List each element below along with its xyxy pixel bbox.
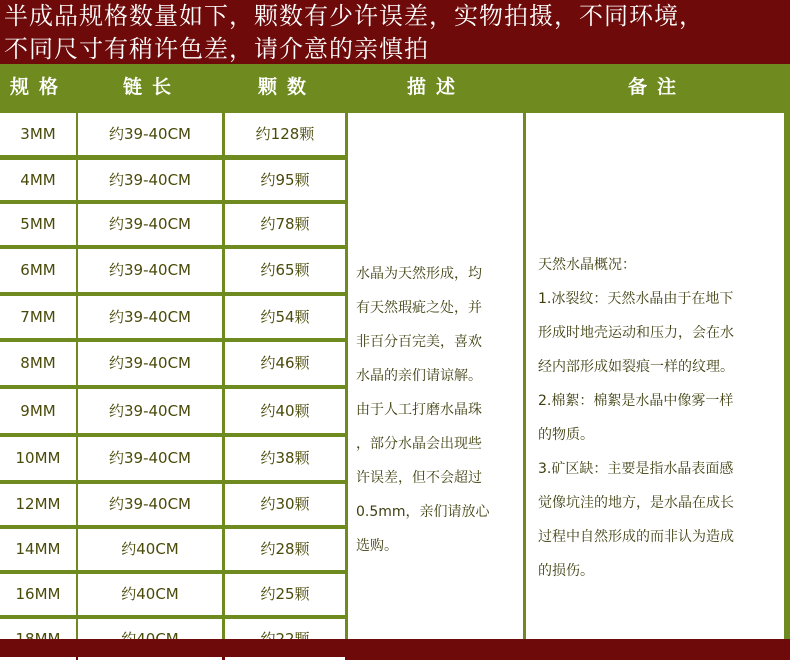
remark-line: 天然水晶概况：: [538, 257, 636, 273]
header-count: 颗数: [257, 76, 316, 98]
size-cell: 12MM: [0, 484, 76, 525]
count-cell: 约65颗: [225, 249, 345, 292]
size-cell: 7MM: [0, 296, 76, 338]
remark-line: 觉像坑洼的地方，是水晶在成长: [538, 495, 734, 511]
spec-table: [0, 64, 790, 639]
size-cell: 9MM: [0, 389, 76, 433]
header-description: 描述: [406, 76, 465, 98]
size-cell: 4MM: [0, 160, 76, 200]
length-cell: 约39-40CM: [78, 389, 222, 433]
size-cell: 14MM: [0, 529, 76, 570]
remark-line: 过程中自然形成的而非认为造成: [538, 529, 734, 545]
description-line: 0.5mm，亲们请放心: [356, 504, 490, 520]
remark-line: 2.棉絮：棉絮是水晶中像雾一样: [538, 393, 734, 409]
remark-line: 1.冰裂纹：天然水晶由于在地下: [538, 291, 734, 307]
count-cell: 约54颗: [225, 296, 345, 338]
description-cell: [348, 113, 523, 639]
count-cell: 约38颗: [225, 437, 345, 480]
description-line: 非百分百完美，喜欢: [356, 334, 482, 350]
count-cell: 约95颗: [225, 160, 345, 200]
count-cell: 约25颗: [225, 574, 345, 615]
size-cell: 3MM: [0, 113, 76, 155]
length-cell: 约39-40CM: [78, 296, 222, 338]
remark-line: 的损伤。: [538, 563, 594, 579]
bottom-border: [0, 639, 790, 657]
remark-line: 的物质。: [538, 427, 594, 443]
count-cell: 约40颗: [225, 389, 345, 433]
description-line: 有天然瑕疵之处，并: [356, 300, 482, 316]
length-cell: 约39-40CM: [78, 342, 222, 385]
length-cell: 约40CM: [78, 574, 222, 615]
description-line: ，部分水晶会出现些: [356, 436, 482, 452]
notice-text: [4, 0, 786, 66]
remark-line: 经内部形成如裂痕一样的纹理。: [538, 359, 734, 375]
description-line: 水晶的亲们请谅解。: [356, 368, 482, 384]
count-cell: 约28颗: [225, 529, 345, 570]
header-remark: 备注: [627, 76, 686, 98]
size-cell: 5MM: [0, 204, 76, 245]
length-cell: 约40CM: [78, 529, 222, 570]
count-cell: 约46颗: [225, 342, 345, 385]
length-cell: 约39-40CM: [78, 437, 222, 480]
description-line: 由于人工打磨水晶珠: [356, 402, 482, 418]
length-cell: 约39-40CM: [78, 249, 222, 292]
description-line: 水晶为天然形成，均: [356, 266, 482, 282]
remark-line: 3.矿区缺：主要是指水晶表面感: [538, 461, 734, 477]
length-cell: 约39-40CM: [78, 484, 222, 525]
description-line: 许误差，但不会超过: [356, 470, 482, 486]
size-cell: 10MM: [0, 437, 76, 480]
notice-line-1: 半成品规格数量如下，颗数有少许误差，实物拍摄，不同环境，: [4, 2, 704, 30]
count-cell: 约128颗: [225, 113, 345, 155]
header-size: 规格: [9, 76, 68, 98]
header-length: 链长: [122, 76, 181, 98]
remark-cell: [526, 113, 784, 639]
remark-line: 形成时地壳运动和压力，会在水: [538, 325, 734, 341]
count-cell: 约78颗: [225, 204, 345, 245]
size-cell: 6MM: [0, 249, 76, 292]
length-cell: 约39-40CM: [78, 113, 222, 155]
description-line: 选购。: [356, 538, 398, 554]
notice-line-2: 不同尺寸有稍许色差，请介意的亲慎拍: [4, 35, 429, 63]
size-cell: 8MM: [0, 342, 76, 385]
table-header: [0, 64, 790, 111]
length-cell: 约39-40CM: [78, 204, 222, 245]
count-cell: 约30颗: [225, 484, 345, 525]
length-cell: 约39-40CM: [78, 160, 222, 200]
size-cell: 16MM: [0, 574, 76, 615]
